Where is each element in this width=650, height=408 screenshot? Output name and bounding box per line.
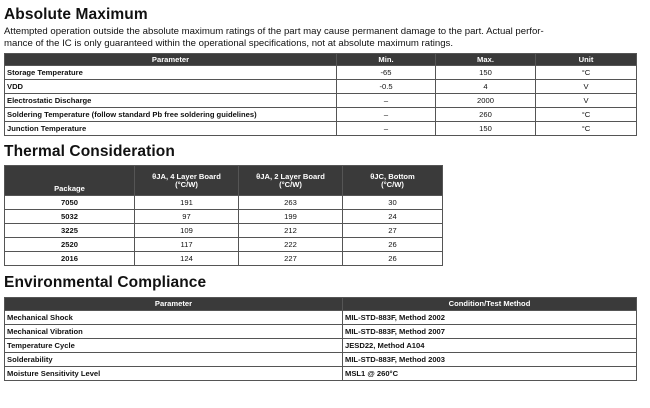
unit-cell: °C bbox=[536, 107, 637, 121]
parameter-cell: VDD bbox=[5, 79, 337, 93]
header-min: Min. bbox=[337, 53, 436, 65]
theta-ja-4layer-cell: 97 bbox=[135, 209, 239, 223]
parameter-cell: Storage Temperature bbox=[5, 65, 337, 79]
table-row bbox=[5, 65, 637, 79]
table-header-row bbox=[5, 53, 637, 65]
min-cell: -65 bbox=[337, 65, 436, 79]
theta-jc-cell: 26 bbox=[343, 237, 443, 251]
header-theta-ja-2layer bbox=[239, 165, 343, 195]
package-cell: 2520 bbox=[5, 237, 135, 251]
theta-jc-cell: 30 bbox=[343, 195, 443, 209]
theta-ja-4layer-cell: 117 bbox=[135, 237, 239, 251]
table-row bbox=[5, 223, 443, 237]
table-header-row bbox=[5, 165, 443, 195]
min-cell: -0.5 bbox=[337, 79, 436, 93]
table-row bbox=[5, 338, 637, 352]
header-condition: Condition/Test Method bbox=[343, 297, 637, 310]
condition-cell: MIL-STD-883F, Method 2003 bbox=[343, 352, 637, 366]
max-cell: 2000 bbox=[436, 93, 536, 107]
table-row bbox=[5, 237, 443, 251]
table-row bbox=[5, 352, 637, 366]
header-parameter: Parameter bbox=[5, 53, 337, 65]
theta-ja-2layer-cell: 222 bbox=[239, 237, 343, 251]
theta-jc-cell: 24 bbox=[343, 209, 443, 223]
absolute-maximum-heading: Absolute Maximum bbox=[4, 6, 148, 23]
theta-ja-2layer-cell: 199 bbox=[239, 209, 343, 223]
table-row bbox=[5, 121, 637, 135]
absolute-maximum-table bbox=[4, 53, 637, 136]
absolute-maximum-section bbox=[4, 6, 644, 136]
header-line-2: (°C/W) bbox=[175, 179, 198, 189]
header-line-2: (°C/W) bbox=[381, 179, 404, 189]
table-row bbox=[5, 93, 637, 107]
max-cell: 150 bbox=[436, 65, 536, 79]
theta-ja-4layer-cell: 191 bbox=[135, 195, 239, 209]
theta-ja-2layer-cell: 212 bbox=[239, 223, 343, 237]
theta-ja-4layer-cell: 109 bbox=[135, 223, 239, 237]
package-cell: 7050 bbox=[5, 195, 135, 209]
condition-cell: MSL1 @ 260°C bbox=[343, 366, 637, 380]
parameter-cell: Mechanical Shock bbox=[5, 310, 343, 324]
max-cell: 260 bbox=[436, 107, 536, 121]
theta-ja-4layer-cell: 124 bbox=[135, 251, 239, 265]
unit-cell: °C bbox=[536, 121, 637, 135]
environmental-section bbox=[4, 274, 644, 381]
header-theta-ja-4layer bbox=[135, 165, 239, 195]
header-max: Max. bbox=[436, 53, 536, 65]
table-row bbox=[5, 107, 637, 121]
parameter-cell: Soldering Temperature (follow standard Pb free soldering guidelines) bbox=[5, 107, 337, 121]
parameter-cell: Solderability bbox=[5, 352, 343, 366]
max-cell: 150 bbox=[436, 121, 536, 135]
header-line-1: θJA, 2 Layer Board bbox=[256, 171, 325, 181]
header-line-1: θJC, Bottom bbox=[370, 171, 415, 181]
unit-cell: °C bbox=[536, 65, 637, 79]
header-parameter: Parameter bbox=[5, 297, 343, 310]
table-row bbox=[5, 310, 637, 324]
environmental-heading: Environmental Compliance bbox=[4, 273, 207, 291]
table-row bbox=[5, 195, 443, 209]
absolute-maximum-intro bbox=[4, 26, 644, 50]
thermal-heading: Thermal Consideration bbox=[4, 142, 175, 160]
condition-cell: MIL-STD-883F, Method 2007 bbox=[343, 324, 637, 338]
condition-cell: MIL-STD-883F, Method 2002 bbox=[343, 310, 637, 324]
max-cell: 4 bbox=[436, 79, 536, 93]
package-cell: 5032 bbox=[5, 209, 135, 223]
theta-jc-cell: 26 bbox=[343, 251, 443, 265]
parameter-cell: Electrostatic Discharge bbox=[5, 93, 337, 107]
parameter-cell: Temperature Cycle bbox=[5, 338, 343, 352]
package-cell: 3225 bbox=[5, 223, 135, 237]
theta-jc-cell: 27 bbox=[343, 223, 443, 237]
thermal-table bbox=[4, 165, 443, 266]
table-row bbox=[5, 209, 443, 223]
parameter-cell: Junction Temperature bbox=[5, 121, 337, 135]
header-theta-jc-bottom bbox=[343, 165, 443, 195]
package-cell: 2016 bbox=[5, 251, 135, 265]
min-cell: – bbox=[337, 107, 436, 121]
thermal-section bbox=[4, 143, 644, 266]
intro-line-2: mance of the IC is only guaranteed within the operational specifications, not at absolute maximum ratings. bbox=[4, 37, 454, 49]
theta-ja-2layer-cell: 263 bbox=[239, 195, 343, 209]
table-row bbox=[5, 366, 637, 380]
table-header-row bbox=[5, 297, 637, 310]
header-line-2: (°C/W) bbox=[279, 179, 302, 189]
parameter-cell: Mechanical Vibration bbox=[5, 324, 343, 338]
intro-line-1: Attempted operation outside the absolute maximum ratings of the part may cause permanent damage to the part. Actual perfor- bbox=[4, 26, 544, 37]
condition-cell: JESD22, Method A104 bbox=[343, 338, 637, 352]
min-cell: – bbox=[337, 121, 436, 135]
min-cell: – bbox=[337, 93, 436, 107]
header-package bbox=[5, 165, 135, 195]
table-row bbox=[5, 324, 637, 338]
header-unit: Unit bbox=[536, 53, 637, 65]
header-package-label: Package bbox=[54, 183, 85, 193]
datasheet-page bbox=[4, 0, 644, 381]
table-row bbox=[5, 79, 637, 93]
environmental-table bbox=[4, 297, 637, 381]
unit-cell: V bbox=[536, 79, 637, 93]
theta-ja-2layer-cell: 227 bbox=[239, 251, 343, 265]
table-row bbox=[5, 251, 443, 265]
unit-cell: V bbox=[536, 93, 637, 107]
header-line-1: θJA, 4 Layer Board bbox=[152, 171, 221, 181]
parameter-cell: Moisture Sensitivity Level bbox=[5, 366, 343, 380]
